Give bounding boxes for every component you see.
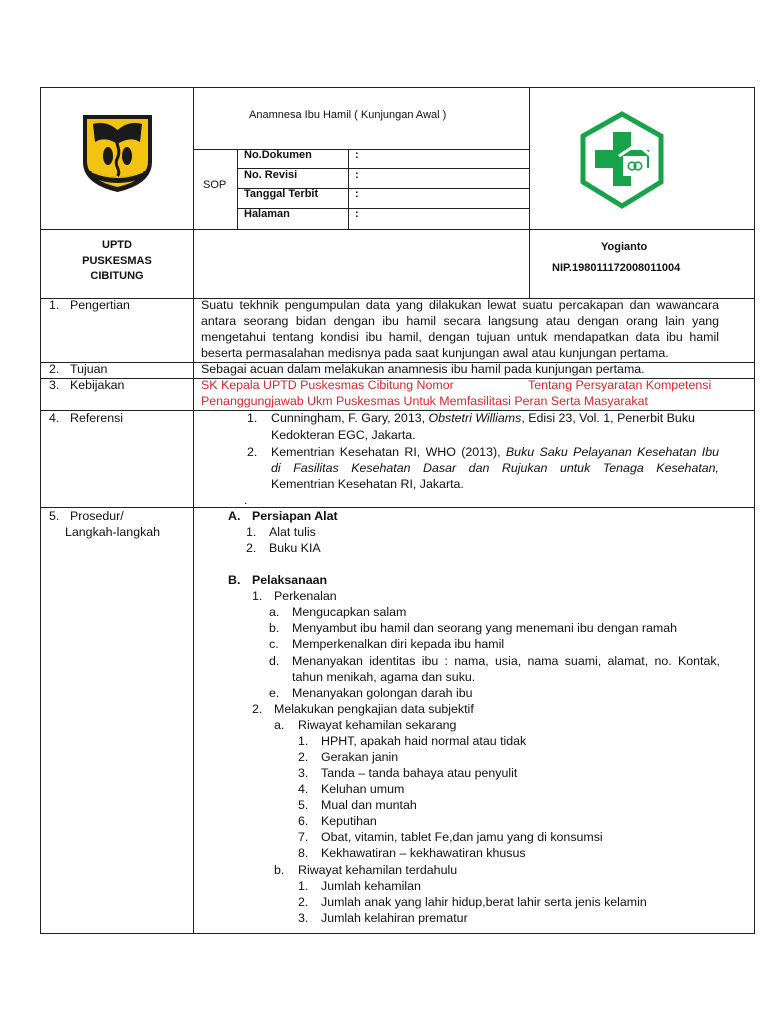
row-label-tujuan: Tujuan	[70, 362, 108, 376]
meta-value-halaman: :	[355, 208, 359, 220]
step-2a-8-text: Kekhawatiran – kekhawatiran khusus	[321, 846, 526, 860]
meta-value-no-revisi: :	[355, 169, 359, 181]
step-2a-7-num: 7.	[298, 830, 309, 844]
ref-1-line-2: Kedokteran EGC, Jakarta.	[271, 428, 416, 442]
pengertian-line-1: Suatu tekhnik pengumpulan data yang dilakukan lewat suatu percakapan dan wawancara	[201, 298, 719, 312]
org-line-cibitung: CIBITUNG	[90, 270, 144, 282]
step-2a-7-text: Obat, vitamin, tablet Fe,dan jamu yang di konsumsi	[321, 830, 603, 844]
step-2a-6-text: Keputihan	[321, 814, 377, 828]
step-2b-2-num: 2.	[298, 895, 309, 909]
meta-divider	[348, 149, 349, 229]
a-item-2-text: Buku KIA	[269, 541, 321, 555]
meta-value-no-dokumen: :	[355, 149, 359, 161]
row-label-prosedur-1: Prosedur/	[70, 509, 124, 523]
step-2a-4-text: Keluhan umum	[321, 782, 405, 796]
sop-label: SOP	[203, 179, 227, 191]
step-2a-num: a.	[274, 718, 285, 732]
step-2a-5-text: Mual dan muntah	[321, 798, 417, 812]
column-divider-right	[529, 88, 530, 299]
step-2b-2-text: Jumlah anak yang lahir hidup,berat lahir serta jenis kelamin	[321, 895, 647, 909]
step-1d-num: d.	[269, 654, 280, 668]
column-divider-left	[193, 88, 194, 933]
row-label-prosedur-2: Langkah-langkah	[65, 525, 161, 539]
step-1-num: 1.	[252, 589, 263, 603]
step-2a-4-num: 4.	[298, 782, 309, 796]
step-2a-8-num: 8.	[298, 846, 309, 860]
step-2a-5-num: 5.	[298, 798, 309, 812]
kebijakan-line-1-left: SK Kepala UPTD Puskesmas Cibitung Nomor	[201, 378, 454, 392]
meta-label-no-revisi: No. Revisi	[244, 169, 298, 181]
section-b-letter: B.	[228, 573, 241, 587]
regency-emblem-logo	[80, 112, 155, 194]
kebijakan-line-1-right: Tentang Persyaratan Kompetensi	[528, 378, 712, 392]
step-2b-3-num: 3.	[298, 911, 309, 925]
step-1b-text: Menyambut ibu hamil dan seorang yang menemani ibu dengan ramah	[292, 621, 678, 635]
row-num-prosedur: 5.	[49, 509, 60, 523]
sop-document	[40, 87, 755, 934]
step-2b-num: b.	[274, 863, 285, 877]
a-item-2-num: 2.	[246, 541, 257, 555]
kebijakan-line-2: Penanggungjawab Ukm Puskesmas Untuk Memfasilitasi Peran Serta Masyarakat	[201, 394, 648, 408]
step-2-text: Melakukan pengkajian data subjektif	[274, 702, 474, 716]
step-2b-3-text: Jumlah kelahiran prematur	[321, 911, 468, 925]
step-2a-text: Riwayat kehamilan sekarang	[298, 718, 457, 732]
step-2a-1-num: 1.	[298, 734, 309, 748]
step-1-text: Perkenalan	[274, 589, 337, 603]
row-line-referensi	[41, 507, 754, 508]
a-item-1-text: Alat tulis	[269, 525, 316, 539]
step-2a-3-num: 3.	[298, 766, 309, 780]
header-bottom-line	[41, 229, 754, 230]
step-1e-text: Menanyakan golongan darah ibu	[292, 686, 473, 700]
meta-label-no-dokumen: No.Dokumen	[244, 149, 312, 161]
ref-2-line-1: Kementrian Kesehatan RI, WHO (2013), Buku Saku Pelayanan Kesehatan Ibu	[271, 445, 719, 459]
pengertian-line-3: mengetahui tentang kondisi ibu hamil, dengan tujuan untuk mendapatkan data ibu hamil	[201, 330, 719, 344]
ref-2-line-3: Kementrian Kesehatan RI, Jakarta.	[271, 477, 464, 491]
row-num-referensi: 4.	[49, 411, 60, 425]
a-item-1-num: 1.	[246, 525, 257, 539]
ref-2-line-2: di Fasilitas Kesehatan Dasar dan Rujukan untuk Tenaga Kesehatan,	[271, 461, 719, 475]
step-1d-text: Menanyakan identitas ibu : nama, usia, nama suami, alamat, no. Kontak,	[292, 654, 720, 668]
meta-value-tanggal-terbit: :	[355, 188, 359, 200]
signer-nip: NIP.198011172008011004	[552, 262, 681, 274]
step-1a-text: Mengucapkan salam	[292, 605, 407, 619]
step-2b-1-text: Jumlah kehamilan	[321, 879, 421, 893]
step-1a-num: a.	[269, 605, 280, 619]
row-num-pengertian: 1.	[49, 298, 60, 312]
row-num-kebijakan: 3.	[49, 378, 60, 392]
row-label-kebijakan: Kebijakan	[70, 378, 125, 392]
pengertian-line-4: beserta permasalahan medisnya pada saat kunjungan awal atau kunjungan pertama.	[201, 346, 669, 360]
step-2b-text: Riwayat kehamilan terdahulu	[298, 863, 458, 877]
section-a-title: Persiapan Alat	[252, 509, 338, 523]
step-1c-num: c.	[269, 637, 279, 651]
meta-label-tanggal-terbit: Tanggal Terbit	[244, 188, 319, 200]
ref-1-line-1: Cunningham, F. Gary, 2013, Obstetri Williams, Edisi 23, Vol. 1, Penerbit Buku	[271, 411, 695, 425]
step-2a-2-text: Gerakan janin	[321, 750, 399, 764]
org-line-puskesmas: PUSKESMAS	[82, 255, 152, 267]
row-num-tujuan: 2.	[49, 362, 60, 376]
org-line-uptd: UPTD	[102, 239, 132, 251]
tujuan-text: Sebagai acuan dalam melakukan anamnesis ibu hamil pada kunjungan pertama.	[201, 362, 645, 376]
ref-2-num: 2.	[247, 445, 258, 459]
step-1d-text-2: tahun menikah, agama dan suku.	[292, 670, 476, 684]
step-1e-num: e.	[269, 686, 280, 700]
meta-label-halaman: Halaman	[244, 208, 290, 220]
step-2a-3-text: Tanda – tanda bahaya atau penyulit	[321, 766, 518, 780]
step-1c-text: Memperkenalkan diri kepada ibu hamil	[292, 637, 505, 651]
puskesmas-logo	[577, 110, 667, 210]
step-2-num: 2.	[252, 702, 263, 716]
ref-1-num: 1.	[247, 411, 258, 425]
ref-trailing-dot: .	[244, 493, 248, 507]
step-2a-1-text: HPHT, apakah haid normal atau tidak	[321, 734, 527, 748]
sop-divider	[237, 149, 238, 229]
signer-name: Yogianto	[601, 241, 648, 253]
pengertian-line-2: antara seorang bidan dengan ibu hamil secara langsung atau dengan orang lain yang	[201, 314, 719, 328]
step-2a-6-num: 6.	[298, 814, 309, 828]
document-title: Anamnesa Ibu Hamil ( Kunjungan Awal )	[249, 109, 447, 121]
step-1b-num: b.	[269, 621, 280, 635]
section-a-letter: A.	[228, 509, 241, 523]
row-label-pengertian: Pengertian	[70, 298, 130, 312]
section-b-title: Pelaksanaan	[252, 573, 328, 587]
step-2b-1-num: 1.	[298, 879, 309, 893]
row-label-referensi: Referensi	[70, 411, 124, 425]
step-2a-2-num: 2.	[298, 750, 309, 764]
